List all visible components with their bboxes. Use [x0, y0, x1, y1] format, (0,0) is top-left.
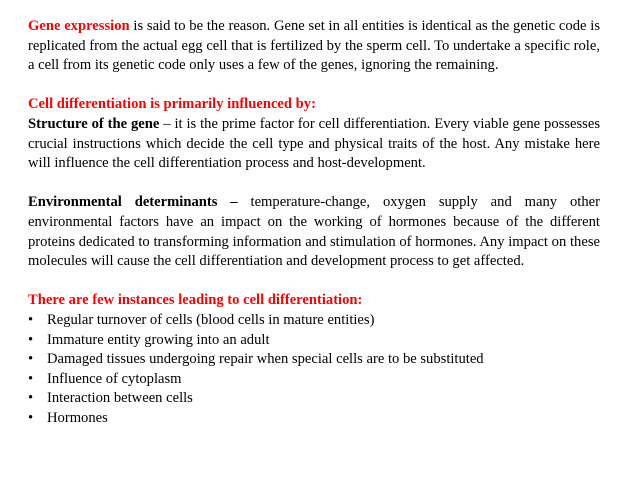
gene-expression-term: Gene expression — [28, 18, 130, 34]
bullet-icon: • — [28, 390, 34, 407]
environment-text: temperature-change, oxygen supply and many other environmental factors have an impact on the working of hormones because of the different proteins dedicated to transforming information and stimulation of hormones. Any impact on these molecules will cause the cell differentiation and development process to get affected. — [28, 194, 600, 270]
list-item-text: Influence of cytoplasm — [47, 370, 182, 387]
instances-list — [28, 311, 600, 429]
list-item — [28, 370, 600, 390]
bullet-icon: • — [28, 351, 34, 368]
list-item — [28, 409, 600, 429]
list-item-text: Immature entity growing into an adult — [47, 331, 270, 348]
spacer — [28, 76, 600, 96]
gene-expression-text: is said to be the reason. Gene set in all entities is identical as the genetic code is replicated from the actual egg cell that is fertilized by the sperm cell. To undertake a specific role, a cell from its genetic code only uses a few of the genes, ignoring the remaining. — [28, 18, 600, 74]
bullet-icon: • — [28, 311, 34, 328]
list-item-text: Interaction between cells — [47, 390, 193, 407]
bullet-icon: • — [28, 409, 34, 426]
instances-heading: There are few instances leading to cell differentiation: — [28, 292, 363, 309]
structure-text: – it is the prime factor for cell differentiation. Every viable gene possesses crucial instructions which decide the cell type and physical traits of the host. Any mistake here will influence the cell differentiation process and host-development. — [28, 115, 601, 172]
list-item-text: Hormones — [47, 409, 108, 426]
environment-paragraph — [28, 193, 600, 271]
list-item — [28, 331, 600, 351]
environment-term: Environmental determinants – — [28, 194, 238, 211]
list-item — [28, 350, 600, 370]
structure-paragraph — [28, 115, 600, 174]
list-item-text: Damaged tissues undergoing repair when special cells are to be substituted — [47, 351, 484, 368]
list-item-text: Regular turnover of cells (blood cells in mature entities) — [47, 311, 375, 328]
bullet-icon: • — [28, 370, 34, 387]
gene-expression-paragraph — [28, 17, 600, 76]
list-item — [28, 389, 600, 409]
bullet-icon: • — [28, 331, 34, 348]
slide-content — [28, 17, 600, 428]
spacer — [28, 174, 600, 194]
list-item — [28, 311, 600, 331]
structure-term: Structure of the gene — [28, 115, 160, 132]
influence-heading: Cell differentiation is primarily influenced by: — [28, 96, 316, 113]
spacer — [28, 272, 600, 292]
